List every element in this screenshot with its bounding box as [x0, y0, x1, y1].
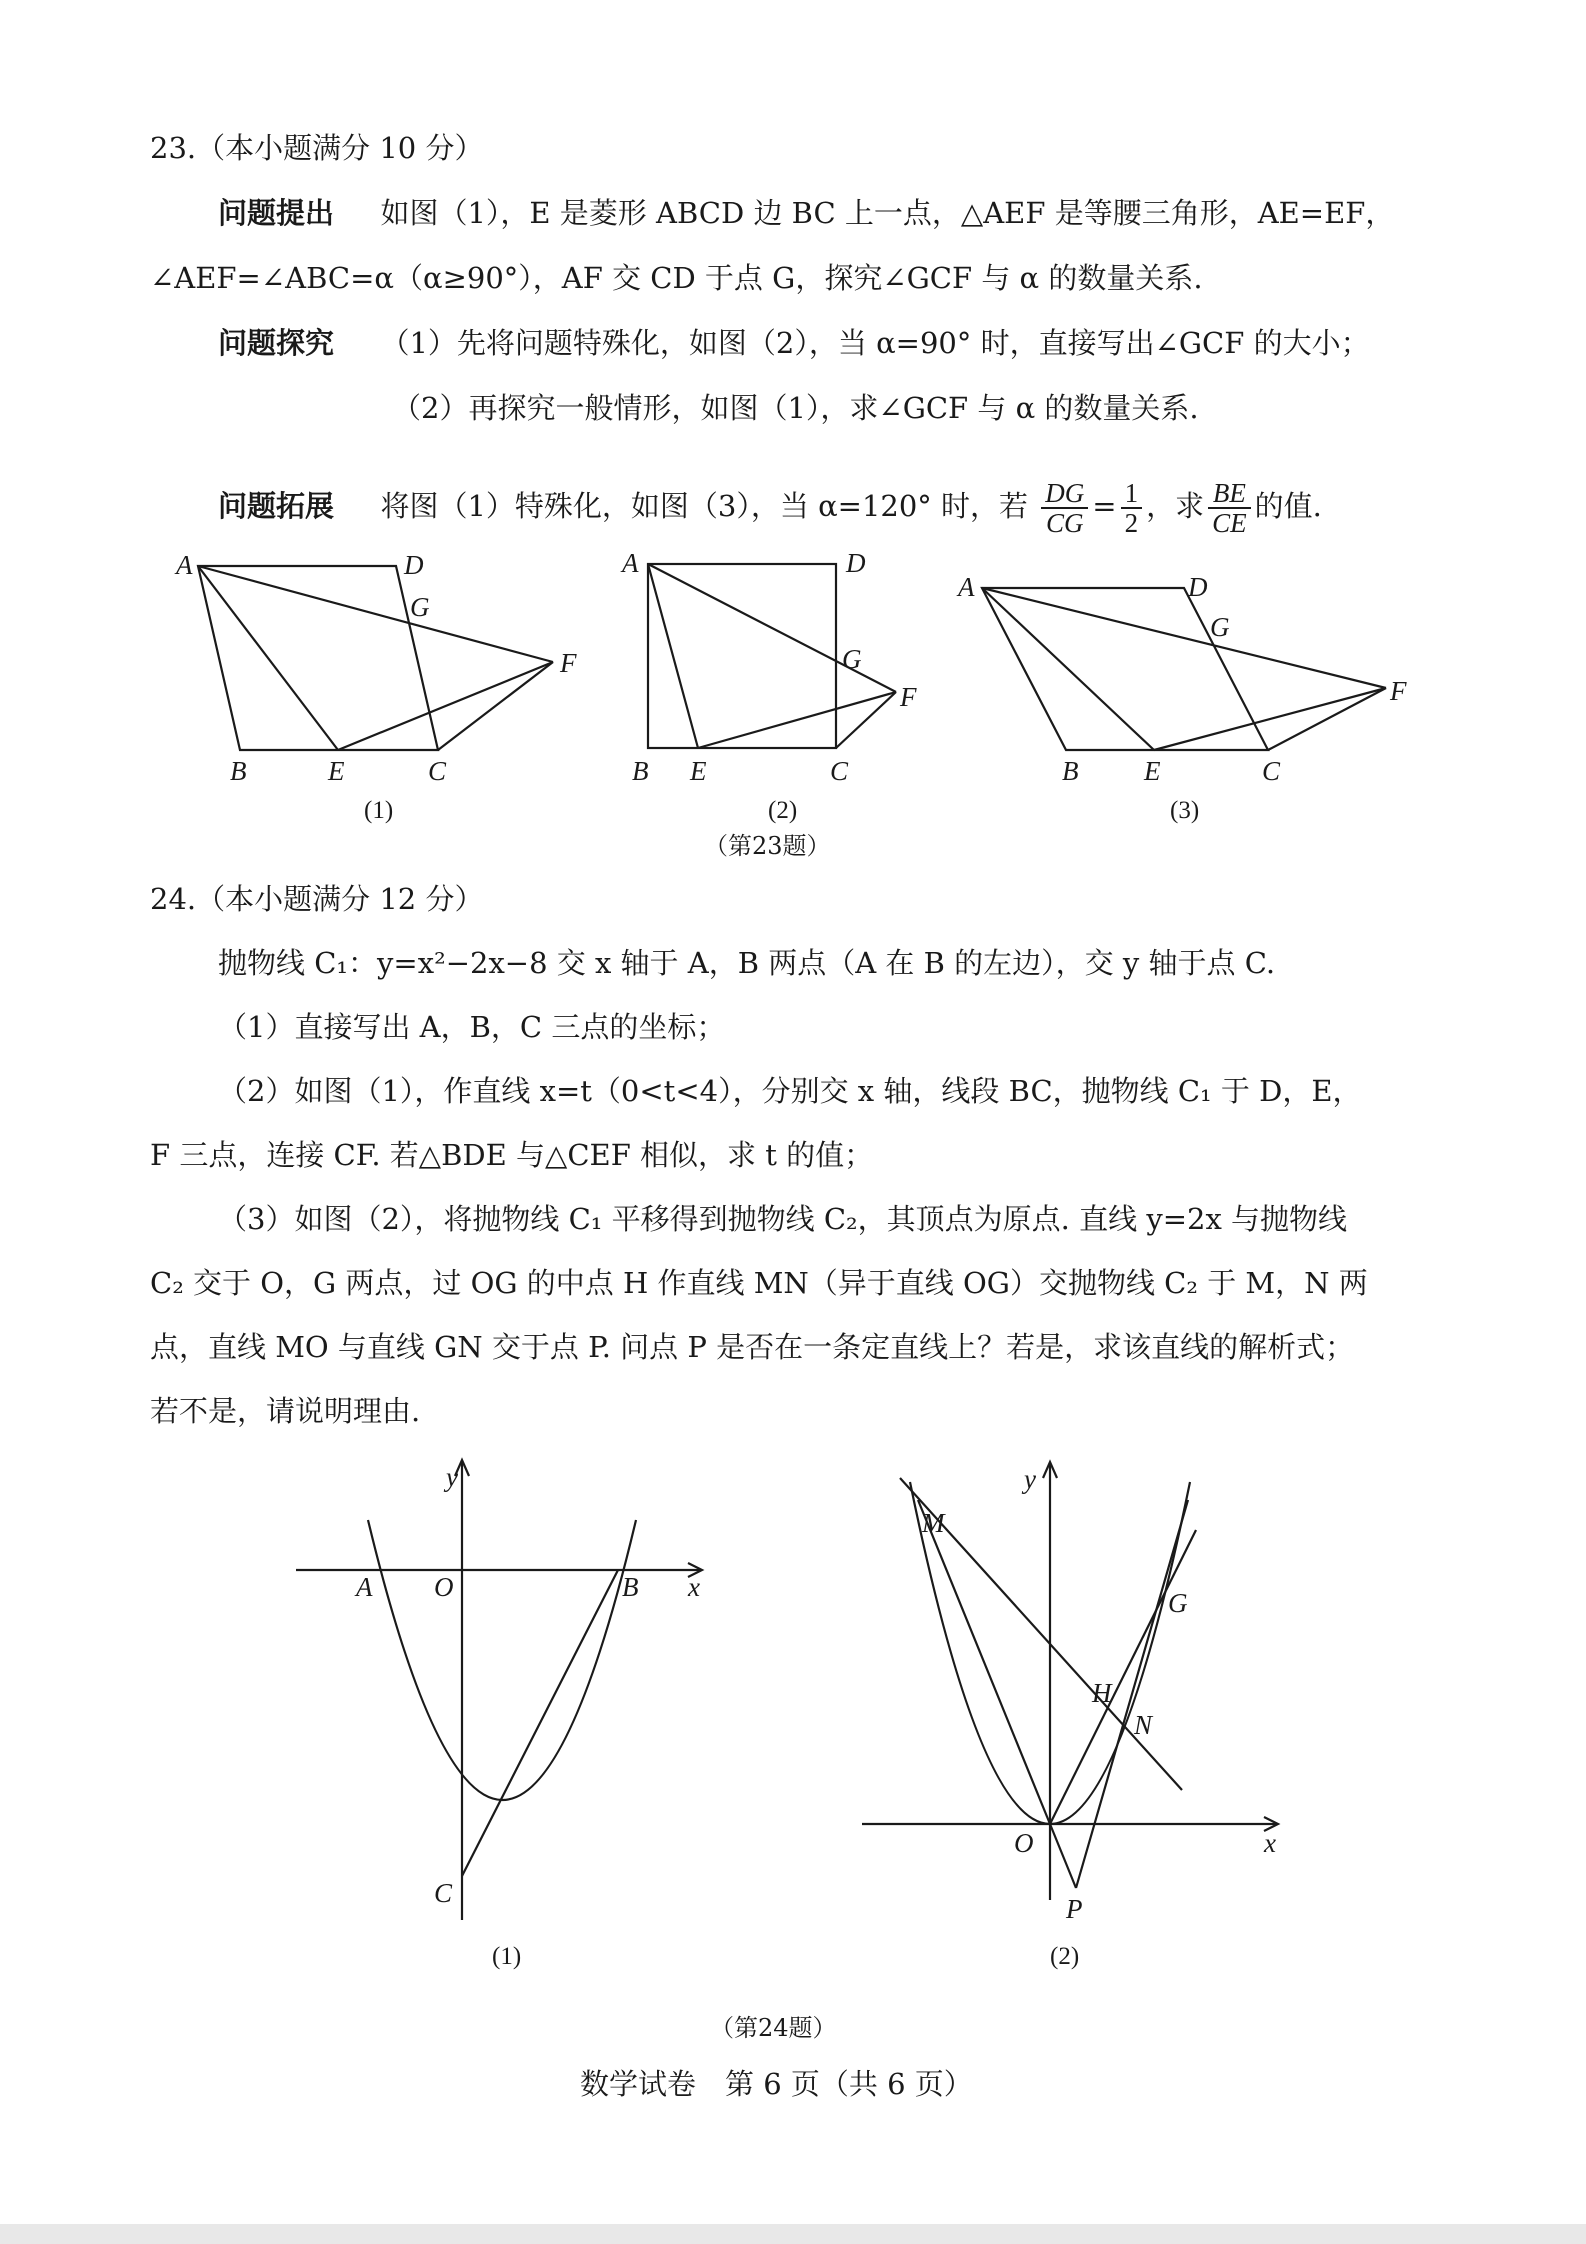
fig1-label-g: G: [410, 592, 430, 622]
fig3-label-b: B: [1062, 756, 1079, 786]
q24-part2-line2: F 三点，连接 CF. 若△BDE 与△CEF 相似，求 t 的值；: [150, 1138, 874, 1172]
fig24-1-caption: (1): [492, 1943, 522, 1970]
fig24-1-label-y: y: [446, 1462, 458, 1492]
q23-extend-mid: ，求: [1146, 489, 1205, 523]
q23-header: 23.（本小题满分 10 分）: [150, 131, 484, 165]
fig3-label-a: A: [958, 572, 975, 602]
fig2-label-a: A: [622, 548, 639, 578]
q24-figure-caption: （第24题）: [710, 2014, 837, 2042]
fig2-caption: (2): [768, 797, 798, 824]
scan-edge: [0, 2224, 1586, 2244]
fig3-caption: (3): [1170, 797, 1200, 824]
fig24-2-label-p: P: [1066, 1894, 1083, 1924]
fig24-2-label-x: x: [1264, 1828, 1276, 1858]
fig2-label-b: B: [632, 756, 649, 786]
fig3-label-e: E: [1144, 756, 1161, 786]
q24-intro: 抛物线 C₁：y=x²−2x−8 交 x 轴于 A，B 两点（A 在 B 的左边），交 y 轴于点 C.: [218, 946, 1276, 980]
fig1-label-a: A: [176, 550, 193, 580]
fig2-label-c: C: [830, 756, 849, 786]
frac-dg: DG: [1041, 479, 1088, 509]
fig24-2-label-n: N: [1134, 1710, 1153, 1740]
fig24-1-label-x: x: [688, 1572, 700, 1602]
fig3-label-c: C: [1262, 756, 1281, 786]
fig24-2-label-g: G: [1168, 1588, 1188, 1618]
q23-label-extend: 问题拓展: [218, 489, 335, 523]
q24-part1: （1）直接写出 A，B，C 三点的坐标；: [218, 1010, 726, 1044]
fig2-label-e: E: [690, 756, 707, 786]
q24-part3-line2: C₂ 交于 O，G 两点，过 OG 的中点 H 作直线 MN（异于直线 OG）交抛物线 C₂ 于 M，N 两: [150, 1266, 1368, 1300]
q24-header: 24.（本小题满分 12 分）: [150, 882, 484, 916]
fig24-2-label-o: O: [1014, 1828, 1034, 1858]
fig3-label-g: G: [1210, 612, 1230, 642]
fig24-2-label-y: y: [1024, 1464, 1036, 1494]
q23-label-propose: 问题提出: [218, 196, 335, 230]
fig24-1-label-b: B: [622, 1572, 639, 1602]
q23-extend-post: 的值.: [1254, 489, 1322, 523]
fig1-label-d: D: [404, 550, 424, 580]
fig1-label-c: C: [428, 756, 447, 786]
fig1-caption: (1): [364, 797, 394, 824]
fig2-label-g: G: [842, 644, 862, 674]
frac-cg: CG: [1045, 508, 1084, 538]
q23-explore-line2: （2）再探究一般情形，如图（1），求∠GCF 与 α 的数量关系.: [392, 391, 1199, 425]
fig24-1-label-a: A: [356, 1572, 373, 1602]
fig3-label-d: D: [1188, 572, 1208, 602]
frac-1: 1: [1121, 479, 1143, 509]
fig24-1-label-c: C: [434, 1878, 453, 1908]
fig1-label-f: F: [560, 648, 577, 678]
fig24-2-label-m: M: [922, 1508, 945, 1538]
q24-part3-line4: 若不是，请说明理由.: [150, 1394, 421, 1428]
fig2-label-d: D: [846, 548, 866, 578]
q23-eq: =: [1092, 489, 1117, 523]
q23-propose-line2: ∠AEF=∠ABC=α（α≥90°），AF 交 CD 于点 G，探究∠GCF 与 α 的数量关系.: [150, 261, 1203, 295]
frac-ce: CE: [1212, 508, 1247, 538]
q24-part2-line1: （2）如图（1），作直线 x=t（0<t<4），分别交 x 轴，线段 BC，抛物线 C₁ 于 D，E，: [218, 1074, 1362, 1108]
fig1-label-e: E: [328, 756, 345, 786]
q23-figure-caption: （第23题）: [704, 832, 831, 860]
q23-extend-pre: 将图（1）特殊化，如图（3），当 α=120° 时，若: [380, 489, 1029, 523]
fig2-label-f: F: [900, 682, 917, 712]
q24-part3-line1: （3）如图（2），将抛物线 C₁ 平移得到抛物线 C₂，其顶点为原点. 直线 y=2x 与抛物线: [218, 1202, 1348, 1236]
q23-explore-text1: （1）先将问题特殊化，如图（2），当 α=90° 时，直接写出∠GCF 的大小；: [380, 326, 1370, 360]
q24-part3-line3: 点，直线 MO 与直线 GN 交于点 P. 问点 P 是否在一条定直线上？若是，求该直线的解析式；: [150, 1330, 1355, 1364]
fig24-2-label-h: H: [1092, 1678, 1112, 1708]
fig3-label-f: F: [1390, 676, 1407, 706]
page-footer: 数学试卷 第 6 页（共 6 页）: [580, 2067, 973, 2101]
fig24-2-caption: (2): [1050, 1943, 1080, 1970]
frac-2: 2: [1124, 508, 1139, 538]
q23-propose-text1: 如图（1），E 是菱形 ABCD 边 BC 上一点，△AEF 是等腰三角形，AE=EF，: [380, 196, 1395, 230]
fig1-label-b: B: [230, 756, 247, 786]
q23-label-explore: 问题探究: [218, 326, 335, 360]
fig24-1-label-o: O: [434, 1572, 454, 1602]
frac-be: BE: [1208, 479, 1251, 509]
